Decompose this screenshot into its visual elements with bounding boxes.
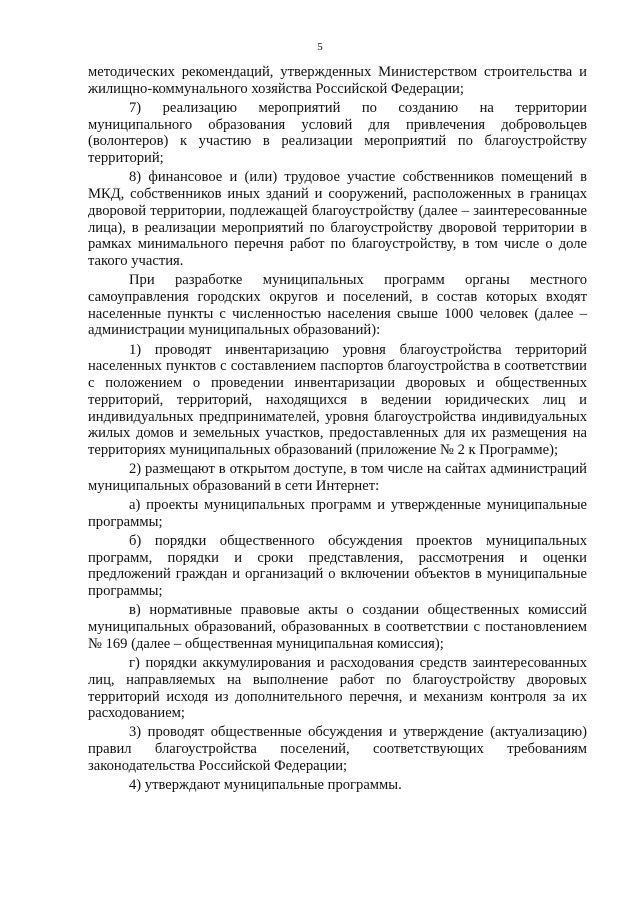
paragraph-item-7: 7) реализацию мероприятий по созданию на территории муниципального образования условий для привлечения добровольцев (волонтеров) к участию в реализации мероприятий по благоустройству территорий; bbox=[88, 99, 587, 167]
document-body bbox=[88, 64, 587, 794]
paragraph-subitem-b: б) порядки общественного обсуждения проектов муниципальных программ, порядки и сроки представления, рассмотрения и оценки предложений граждан и организаций о включении объектов в муниципальные программы; bbox=[88, 532, 587, 600]
page-number: 5 bbox=[317, 41, 323, 53]
paragraph-subitem-v: в) нормативные правовые акты о создании общественных комиссий муниципальных образований, образованных в соответствии с постановлением № 169 (далее – общественная муниципальная комиссия); bbox=[88, 602, 587, 652]
paragraph-item-4: 4) утверждают муниципальные программы. bbox=[129, 777, 402, 794]
paragraph-item-2: 2) размещают в открытом доступе, в том числе на сайтах администраций муниципальных образований в сети Интернет: bbox=[88, 461, 587, 494]
paragraph-subitem-a: а) проекты муниципальных программ и утвержденные муниципальные программы; bbox=[88, 497, 587, 530]
paragraph-item-8: 8) финансовое и (или) трудовое участие собственников помещений в МКД, собственников иных зданий и сооружений, расположенных в границах дворовой территории, подлежащей благоустройству (далее – заинтересованные лица), в реализации мероприятий по благоустройству дворовой территории в рамках минимального перечня работ по благоустройству, в том числе о доле такого участия. bbox=[88, 169, 587, 270]
paragraph-item-1: 1) проводят инвентаризацию уровня благоустройства территорий населенных пунктов с составлением паспортов благоустройства в соответствии с положением о проведении инвентаризации дворовых и общественных территорий, территорий, находящихся в ведении юридических лиц и индивидуальных предпринимателей, уровня благоустройства индивидуальных жилых домов и земельных участков, предоставленных для их размещения на территориях муниципальных образований (приложение № 2 к Программе); bbox=[88, 341, 587, 459]
paragraph-development-intro: При разработке муниципальных программ органы местного самоуправления городских округов и поселений, в состав которых входят населенные пункты с численностью населения свыше 1000 человек (далее – администрации муниципальных образований): bbox=[88, 272, 587, 339]
paragraph-item-3: 3) проводят общественные обсуждения и утверждение (актуализацию) правил благоустройства поселений, соответствующих требованиям законодательства Российской Федерации; bbox=[88, 724, 587, 774]
paragraph-methodical-recommendations: методических рекомендаций, утвержденных Министерством строительства и жилищно-коммунального хозяйства Российской Федерации; bbox=[88, 64, 587, 97]
paragraph-subitem-g: г) порядки аккумулирования и расходования средств заинтересованных лиц, направляемых на выполнение работ по благоустройству дворовых территорий исходя из дополнительного перечня, и механизм контроля за их расходованием; bbox=[88, 655, 587, 722]
